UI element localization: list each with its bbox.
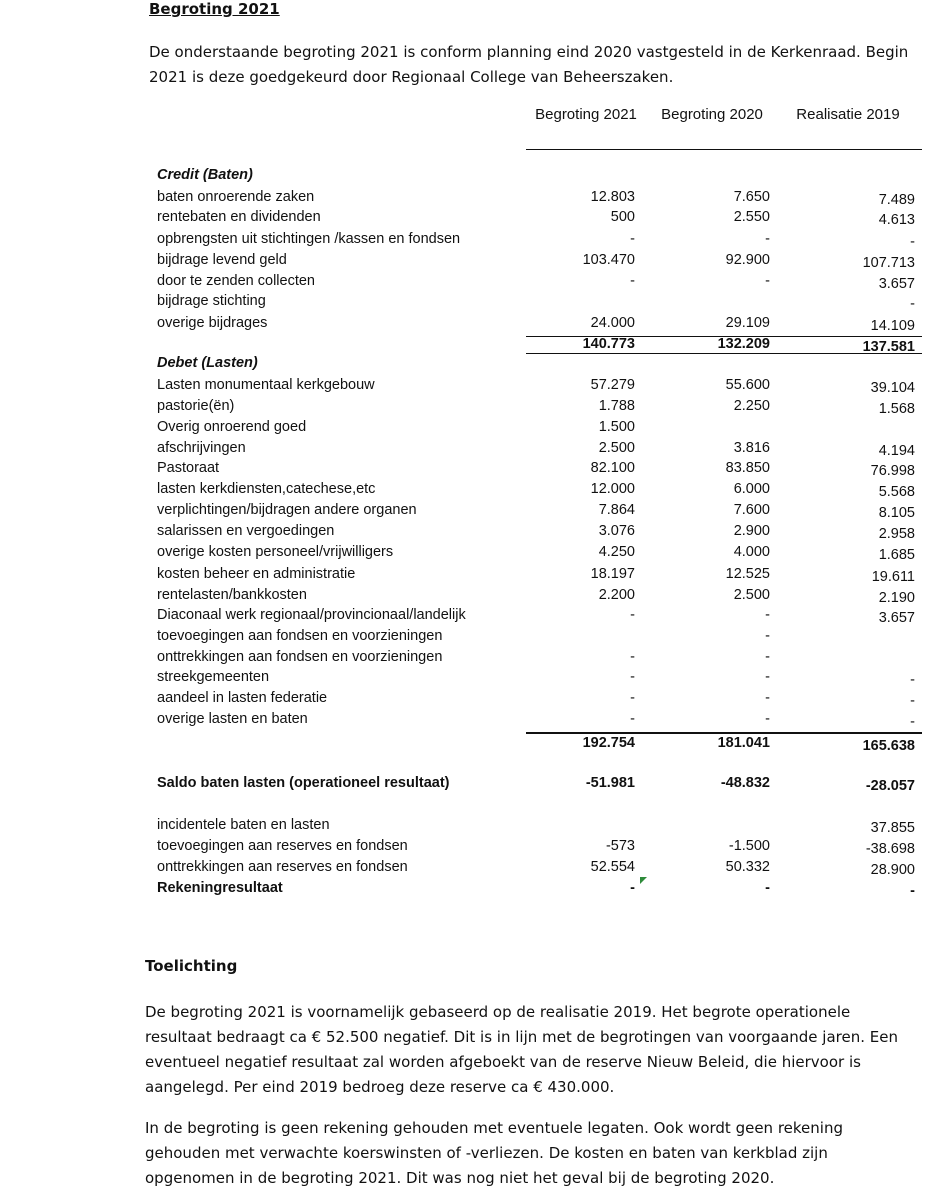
value-cell: 57.279 [590,377,635,393]
row-label: afschrijvingen [157,440,246,456]
value-cell: - [910,234,915,250]
value-cell: - [765,628,770,644]
value-cell: 50.332 [725,859,770,875]
value-cell: 500 [610,209,635,225]
value-cell: 4.000 [733,544,770,560]
value-cell: 37.855 [870,820,915,836]
value-cell: 3.076 [598,523,635,539]
value-cell: - [765,880,770,896]
value-cell: 7.489 [878,192,915,208]
row-label: bijdrage stichting [157,293,266,309]
row-label: Rekeningresultaat [157,880,283,896]
total-cell: 192.754 [582,735,635,751]
value-cell: 52.554 [590,859,635,875]
intro-paragraph: De onderstaande begroting 2021 is conform planning eind 2020 vastgesteld in de Kerkenraad. Begin 2021 is deze goedgekeurd door Regionaal College van Beheerszaken. [149,43,909,86]
value-cell: 1.788 [598,398,635,414]
value-cell: - [630,711,635,727]
total-cell: 140.773 [582,336,635,352]
value-cell: -573 [605,838,635,854]
row-label: rentelasten/bankkosten [157,587,307,603]
value-cell: - [910,296,915,312]
row-label: Saldo baten lasten (operationeel resultaat) [157,775,450,791]
value-cell: 4.250 [598,544,635,560]
value-cell: 2.500 [733,587,770,603]
value-cell: 76.998 [870,463,915,479]
value-cell: 2.190 [878,590,915,606]
debet-total-rule [526,732,922,734]
row-label: Pastoraat [157,460,220,476]
row-label: baten onroerende zaken [157,189,315,205]
column-header-begroting-2020: Begroting 2020 [661,106,763,123]
row-label: onttrekkingen aan fondsen en voorzieningen [157,649,443,665]
value-cell: 2.958 [878,526,915,542]
row-label: door te zenden collecten [157,273,315,289]
total-cell: 165.638 [862,738,915,754]
row-label: lasten kerkdiensten,catechese,etc [157,481,376,497]
value-cell: 6.000 [733,481,770,497]
value-cell: 12.803 [590,189,635,205]
value-cell: 2.500 [598,440,635,456]
toelichting-paragraph-1: De begroting 2021 is voornamelijk gebaseerd op de realisatie 2019. Het begrote operationele resultaat bedraagt ca € 52.500 negatief. Dit is in lijn met de begrotingen van voorgaande jaren. Een eventueel negatief resultaat zal worden afgeboekt van de reserve Nieuw Beleid, die hiervoor is aangelegd. Per eind 2019 bedroeg deze reserve ca € 430.000. [145,1003,898,1096]
value-cell: 7.864 [598,502,635,518]
value-cell: - [765,711,770,727]
value-cell: 28.900 [870,862,915,878]
total-cell: 132.209 [717,336,770,352]
row-label: overige kosten personeel/vrijwilligers [157,544,394,560]
value-cell: 1.568 [878,401,915,417]
value-cell: 2.550 [733,209,770,225]
value-cell: -28.057 [865,778,915,794]
row-label: Diaconaal werk regionaal/provincionaal/landelijk [157,607,466,623]
value-cell: 7.600 [733,502,770,518]
row-label: overige lasten en baten [157,711,308,727]
value-cell: 12.000 [590,481,635,497]
value-cell: 5.568 [878,484,915,500]
total-cell: 181.041 [717,735,770,751]
column-header-realisatie-2019: Realisatie 2019 [796,106,900,123]
value-cell: - [765,273,770,289]
value-cell: - [765,649,770,665]
header-rule [526,149,922,150]
value-cell: 24.000 [590,315,635,331]
row-label: pastorie(ën) [157,398,235,414]
row-label: salarissen en vergoedingen [157,523,335,539]
value-cell: 1.500 [598,419,635,435]
value-cell: -48.832 [720,775,770,791]
value-cell: - [910,714,915,730]
value-cell: 3.657 [878,610,915,626]
row-label: verplichtingen/bijdragen andere organen [157,502,417,518]
row-label: streekgemeenten [157,669,270,685]
row-label: Overig onroerend goed [157,419,307,435]
value-cell: -38.698 [865,841,915,857]
value-cell: - [630,273,635,289]
section-heading: Debet (Lasten) [157,355,258,371]
total-cell: 137.581 [862,339,915,355]
value-cell: 3.816 [733,440,770,456]
value-cell: - [910,883,915,899]
row-label: aandeel in lasten federatie [157,690,328,706]
value-cell: - [630,880,635,896]
value-cell: - [630,669,635,685]
value-cell: 4.194 [878,443,915,459]
value-cell: - [630,649,635,665]
value-cell: 2.200 [598,587,635,603]
value-cell: 4.613 [878,212,915,228]
row-label: toevoegingen aan fondsen en voorzieningen [157,628,443,644]
value-cell: -51.981 [585,775,635,791]
value-cell: 83.850 [725,460,770,476]
value-cell: - [765,669,770,685]
row-label: kosten beheer en administratie [157,566,356,582]
value-cell: 3.657 [878,276,915,292]
value-cell: 1.685 [878,547,915,563]
value-cell: 92.900 [725,252,770,268]
document-heading: Begroting 2021 [149,0,280,18]
value-cell: 7.650 [733,189,770,205]
toelichting-paragraph-2: In de begroting is geen rekening gehouden met eventuele legaten. Ook wordt geen rekening gehouden met verwachte koerswinsten of -verliezen. De kosten en baten van kerkblad zijn opgenomen in de begroting 2021. Dit was nog niet het geval bij de begroting 2020. [145,1119,843,1187]
value-cell: 18.197 [590,566,635,582]
value-cell: 8.105 [878,505,915,521]
cell-comment-marker [640,877,647,884]
row-label: incidentele baten en lasten [157,817,330,833]
row-label: onttrekkingen aan reserves en fondsen [157,859,408,875]
value-cell: 39.104 [870,380,915,396]
value-cell: -1.500 [728,838,770,854]
row-label: Lasten monumentaal kerkgebouw [157,377,375,393]
value-cell: 12.525 [725,566,770,582]
value-cell: - [630,607,635,623]
row-label: rentebaten en dividenden [157,209,321,225]
row-label: opbrengsten uit stichtingen /kassen en fondsen [157,231,461,247]
value-cell: - [910,672,915,688]
value-cell: 55.600 [725,377,770,393]
value-cell: 82.100 [590,460,635,476]
value-cell: 103.470 [582,252,635,268]
value-cell: - [765,690,770,706]
value-cell: - [765,607,770,623]
toelichting-heading: Toelichting [145,957,238,975]
row-label: bijdrage levend geld [157,252,287,268]
value-cell: - [765,231,770,247]
value-cell: 2.250 [733,398,770,414]
value-cell: - [630,690,635,706]
row-label: overige bijdrages [157,315,268,331]
value-cell: 29.109 [725,315,770,331]
value-cell: - [630,231,635,247]
value-cell: 14.109 [870,318,915,334]
column-header-begroting-2021: Begroting 2021 [535,106,637,123]
row-label: toevoegingen aan reserves en fondsen [157,838,408,854]
value-cell: 2.900 [733,523,770,539]
value-cell: 19.611 [871,569,915,585]
value-cell: - [910,693,915,709]
value-cell: 107.713 [862,255,915,271]
section-heading: Credit (Baten) [157,167,253,183]
